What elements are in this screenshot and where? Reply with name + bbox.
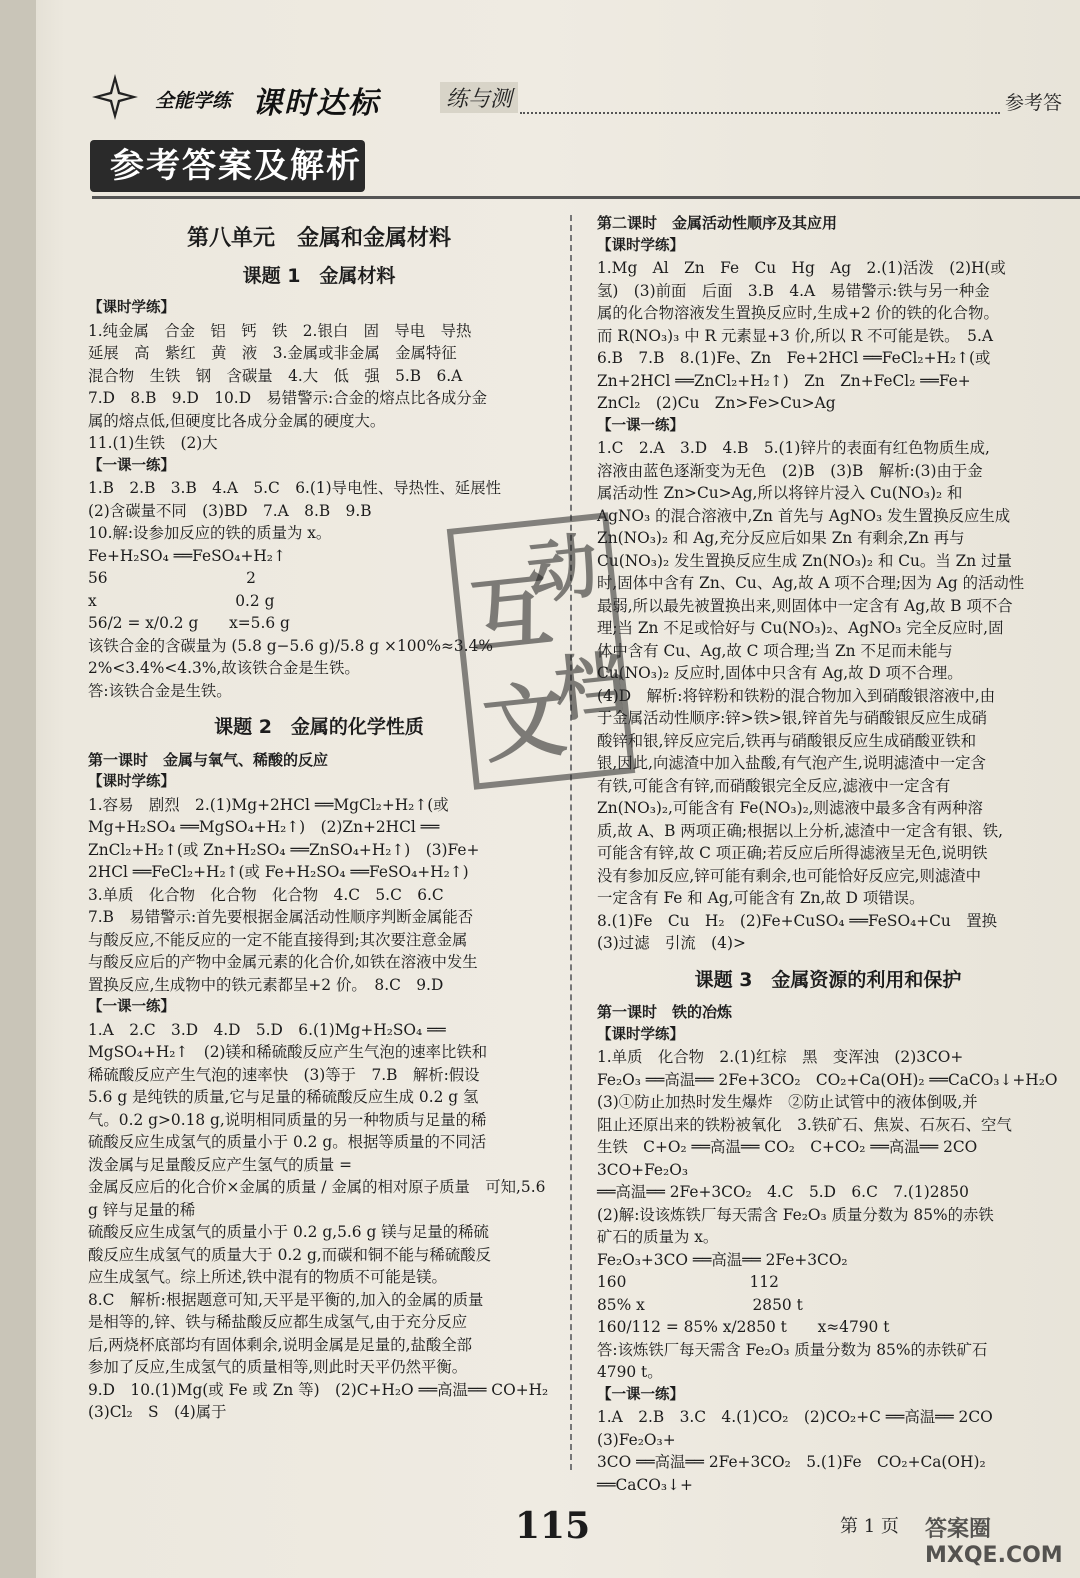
answer-line: 置换反应,生成物中的铁元素都呈+2 价。 8.C 9.D <box>88 975 444 994</box>
answer-line: 9.D 10.(1)Mg(或 Fe 或 Zn 等) (2)C+H₂O ══高温══ CO+H₂ <box>88 1380 549 1399</box>
header <box>80 70 1080 130</box>
section-label: 【课时学练】 <box>88 774 175 790</box>
answer-line: 与酸反应,不能反应的一定不能直接得到;其次要注意金属 <box>88 930 468 949</box>
stamp-char: 互 <box>465 562 557 666</box>
header-ref: 参考答 <box>1005 92 1063 114</box>
header-rule <box>92 196 1080 199</box>
answer-line: 后,两烧杯底部均有固体剩余,说明金属是足量的,盐酸全部 <box>88 1335 473 1354</box>
answer-line: 是相等的,锌、铁与稀盐酸反应都生成氢气,由于充分反应 <box>88 1313 468 1331</box>
answer-line: 答:该铁合金是生铁。 <box>88 681 232 700</box>
answer-line: Fe+H₂SO₄ ══FeSO₄+H₂↑ <box>88 546 286 565</box>
answer-line: 体中含有 Cu、Ag,故 C 项合理;当 Zn 不足而未能与 <box>597 641 953 660</box>
answer-line: 属的熔点低,但硬度比各成分金属的硬度大。 <box>88 411 386 430</box>
answer-line: (3)Cl₂ S (4)属于 <box>88 1403 227 1421</box>
section-label: 【课时学练】 <box>597 237 684 254</box>
unit-title: 第八单元 金属和金属材料 <box>186 226 451 251</box>
answer-line: 5.6 g 是纯铁的质量,它与足量的稀硫酸反应生成 0.2 g 氢 <box>88 1088 479 1106</box>
answer-line: 金属反应后的化合价×金属的质量 / 金属的相对原子质量 可知,5.6 g 锌与足量的稀 <box>88 1178 551 1219</box>
lesson3-exercise <box>597 1406 1059 1496</box>
answer-line: 参加了反应,生成氢气的质量相等,则此时天平仍然平衡。 <box>88 1358 468 1376</box>
dotted-rule <box>520 112 1000 114</box>
answer-line: 属活动性 Zn>Cu>Ag,所以将锌片浸入 Cu(NO₃)₂ 和 <box>597 484 963 502</box>
site-watermark <box>895 1512 1075 1572</box>
lesson1-practice <box>88 320 550 455</box>
answer-line: 有铁,可能含有锌,而硝酸银完全反应,滤液中一定含有 <box>597 776 951 795</box>
answer-line: 质,故 A、B 两项正确;根据以上分析,滤渣中一定含有银、铁, <box>597 821 1004 840</box>
answer-line: 矿石的质量为 x。 <box>597 1228 719 1246</box>
sub2-exercise <box>597 437 1059 955</box>
answer-line: 8.(1)Fe Cu H₂ (2)Fe+CuSO₄ ══FeSO₄+Cu 置换 <box>597 911 997 930</box>
answer-line: Cu(NO₃)₂ 发生置换反应生成 Zn(NO₃)₂ 和 Cu。当 Zn 过量 <box>597 551 1012 570</box>
section-label: 【课时学练】 <box>597 1026 684 1043</box>
lesson1-title: 课题 1 金属材料 <box>242 264 396 287</box>
answer-line: 3.单质 化合物 化合物 化合物 4.C 5.C 6.C <box>88 885 444 904</box>
stamp-char: 动 <box>523 524 602 614</box>
answer-line: Zn(NO₃)₂ 和 Ag,充分反应后如果 Zn 有剩余,Zn 再与 <box>597 529 965 547</box>
answer-line: 答:该炼铁厂每天需含 Fe₂O₃ 质量分数为 85%的赤铁矿石 <box>597 1340 988 1359</box>
answer-line: (3)①防止加热时发生爆炸 ②防止试管中的液体倒吸,并 <box>597 1093 978 1111</box>
answer-line: 硫酸反应生成氢气的质量小于 0.2 g,5.6 g 镁与足量的稀硫 <box>88 1223 489 1241</box>
answer-line: 与酸反应后的产物中金属元素的化合价,如铁在溶液中发生 <box>88 953 478 971</box>
answer-line: 1.容易 剧烈 2.(1)Mg+2HCl ══MgCl₂+H₂↑(或 <box>88 795 449 814</box>
section-label: 【一课一练】 <box>597 1386 684 1403</box>
stamp-char: 档 <box>550 642 630 732</box>
answer-line: 1.B 2.B 3.B 4.A 5.C 6.(1)导电性、导热性、延展性 <box>88 479 501 497</box>
answer-line: 氢) (3)前面 后面 3.B 4.A 易错警示:铁与另一种金 <box>597 281 990 300</box>
answer-line: ZnCl₂ (2)Cu Zn>Fe>Cu>Ag <box>597 394 836 412</box>
brand-tag: 练与测 <box>440 82 518 113</box>
answer-line: 而 R(NO₃)₃ 中 R 元素显+3 价,所以 R 不可能是铁。 5.A <box>597 326 993 345</box>
page-edge <box>0 0 36 1578</box>
answer-line: Mg+H₂SO₄ ══MgSO₄+H₂↑) (2)Zn+2HCl ══ <box>88 818 440 836</box>
answer-line: Zn+2HCl ══ZnCl₂+H₂↑) Zn Zn+FeCl₂ ══Fe+ <box>597 371 971 390</box>
answer-line: 属的化合物溶液发生置换反应时,生成+2 价的铁的化合物。 <box>597 304 999 322</box>
answer-line: Fe₂O₃ ══高温══ 2Fe+3CO₂ CO₂+Ca(OH)₂ ══CaCO₃↓+H₂O <box>597 1070 1058 1089</box>
answer-line: 2%<3.4%<4.3%,故该铁合金是生铁。 <box>88 659 360 677</box>
answer-line: 56 2 <box>88 569 256 587</box>
answer-line: 4790 t。 <box>597 1363 663 1381</box>
answer-line: 6.B 7.B 8.(1)Fe、Zn Fe+2HCl ══FeCl₂+H₂↑(或 <box>597 349 991 367</box>
answer-line: 85% x 2850 t <box>597 1295 803 1314</box>
answer-line: 银,因此,向滤渣中加入盐酸,有气泡产生,说明滤渣中一定含 <box>597 754 986 772</box>
watermark-stamp <box>447 512 635 789</box>
answer-line: Fe₂O₃+3CO ══高温══ 2Fe+3CO₂ <box>597 1250 848 1269</box>
answer-line: 1.A 2.B 3.C 4.(1)CO₂ (2)CO₂+C ══高温══ 2CO (3)Fe₂O₃+ <box>597 1408 1009 1449</box>
answer-line: 应生成氢气。综上所述,铁中混有的物质不可能是镁。 <box>88 1268 447 1286</box>
answer-line: 11.(1)生铁 (2)大 <box>88 434 218 452</box>
answer-line: (4)D 解析:将锌粉和铁粉的混合物加入到硝酸银溶液中,由 <box>597 686 996 705</box>
footer-page-label: 第 1 页 <box>840 1516 899 1537</box>
answer-line: 一定含有 Fe 和 Ag,可能含有 Zn,故 D 项错误。 <box>597 889 925 907</box>
answer-line: 1.单质 化合物 2.(1)红棕 黑 变浑浊 (2)3CO+ <box>597 1048 964 1066</box>
answer-line: MgSO₄+H₂↑ (2)镁和稀硫酸反应产生气泡的速率比铁和 <box>88 1043 488 1061</box>
answer-line: 于金属活动性顺序:锌>铁>银,锌首先与硝酸银反应生成硝 <box>597 709 987 727</box>
right-column <box>597 212 1059 1496</box>
answer-line: 没有参加反应,锌可能有剩余,也可能恰好反应完,则滤渣中 <box>597 866 982 885</box>
section-label: 【一课一练】 <box>88 457 175 474</box>
answer-line: 1.A 2.C 3.D 4.D 5.D 6.(1)Mg+H₂SO₄ ══ <box>88 1020 446 1039</box>
answer-line: 硫酸反应生成氢气的质量小于 0.2 g。根据等质量的不同活 <box>88 1133 487 1151</box>
brand-main: 课时达标 <box>252 86 380 121</box>
sub2-practice <box>597 257 1059 415</box>
answer-line: 酸反应生成氢气的质量大于 0.2 g,而碳和铜不能与稀硫酸反 <box>88 1245 491 1264</box>
lesson3-title: 课题 3 金属资源的利用和保护 <box>694 968 962 991</box>
answer-line: (3)过滤 引流 (4)> <box>597 934 746 952</box>
answer-line: (2)解:设该炼铁厂每天需含 Fe₂O₃ 质量分数为 85%的赤铁 <box>597 1205 994 1224</box>
answer-line: AgNO₃ 的混合溶液中,Zn 首先与 AgNO₃ 发生置换反应生成 <box>597 506 1011 525</box>
section-label: 【课时学练】 <box>88 300 175 316</box>
answer-line: 该铁合金的含碳量为 (5.8 g−5.6 g)/5.8 g ×100%≈3.4% <box>88 636 493 655</box>
answer-line: x 0.2 g <box>88 591 275 610</box>
answer-line: 溶液由蓝色逐渐变为无色 (2)B (3)B 解析:(3)由于金 <box>597 461 983 480</box>
answer-line: 酸锌和银,锌反应完后,铁再与硝酸银反应生成硝酸亚铁和 <box>597 731 977 750</box>
answer-line: 延展 高 紫红 黄 液 3.金属或非金属 金属特征 <box>88 344 457 362</box>
answer-line: (2)含碳量不同 (3)BD 7.A 8.B 9.B <box>88 501 372 520</box>
answer-line: 泼金属与足量酸反应产生氢气的质量 = <box>88 1155 353 1174</box>
section-label: 【一课一练】 <box>88 999 175 1015</box>
answer-line: 1.C 2.A 3.D 4.B 5.(1)锌片的表面有红色物质生成, <box>597 439 990 457</box>
section-label: 【一课一练】 <box>597 417 684 434</box>
answer-line: 7.D 8.B 9.D 10.D 易错警示:合金的熔点比各成分金 <box>88 389 488 407</box>
answer-line: 56/2 = x/0.2 g x=5.6 g <box>88 614 290 632</box>
answer-line: 2HCl ══FeCl₂+H₂↑(或 Fe+H₂SO₄ ══FeSO₄+H₂↑) <box>88 863 469 881</box>
answer-line: ══高温══ 2Fe+3CO₂ 4.C 5.D 6.C 7.(1)2850 <box>597 1183 969 1201</box>
answer-line: 最弱,所以最先被置换出来,则固体中一定含有 Ag,故 B 项不合 <box>597 596 1013 615</box>
answer-line: Cu(NO₃)₂ 反应时,固体中只含有 Ag,故 D 项不合理。 <box>597 664 963 682</box>
answer-line: 可能含有锌,故 C 项正确;若反应后所得滤液呈无色,说明铁 <box>597 844 988 862</box>
answer-line: Zn(NO₃)₂,可能含有 Fe(NO₃)₂,则滤液中最多含有两种溶 <box>597 799 983 817</box>
lesson2-practice <box>88 794 550 997</box>
lesson2-exercise <box>88 1019 550 1424</box>
banner-title: 参考答案及解析 <box>110 146 362 186</box>
stamp-char: 文 <box>478 672 571 776</box>
section-banner <box>90 140 365 192</box>
answer-line: 10.解:设参加反应的铁的质量为 x。 <box>88 524 332 542</box>
answer-line: 理;当 Zn 不足或恰好与 Cu(NO₃)₂、AgNO₃ 完全反应时,固 <box>597 619 1004 637</box>
left-column <box>88 222 550 1424</box>
column-divider <box>570 215 572 1470</box>
lesson2-sub1: 第一课时 金属与氧气、稀酸的反应 <box>88 750 329 769</box>
answer-line: 气。0.2 g>0.18 g,说明相同质量的另一种物质与足量的稀 <box>88 1110 487 1129</box>
answer-line: 3CO ══高温══ 2Fe+3CO₂ 5.(1)Fe CO₂+Ca(OH)₂ ══CaCO₃↓+ <box>597 1453 991 1494</box>
lesson2-sub2: 第二课时 金属活动性顺序及其应用 <box>597 214 838 232</box>
answer-line: 时,固体中含有 Zn、Cu、Ag,故 A 项不合理;因为 Ag 的活动性 <box>597 574 1025 592</box>
answer-line: 稀硫酸反应产生气泡的速率快 (3)等于 7.B 解析:假设 <box>88 1065 480 1084</box>
answer-line: ZnCl₂+H₂↑(或 Zn+H₂SO₄ ══ZnSO₄+H₂↑) (3)Fe+ <box>88 840 480 859</box>
star-logo-icon <box>90 72 140 122</box>
answer-line: 阻止还原出来的铁粉被氧化 3.铁矿石、焦炭、石灰石、空气 <box>597 1115 1012 1134</box>
answer-line: 160/112 = 85% x/2850 t x≈4790 t <box>597 1318 890 1336</box>
lesson3-sub1: 第一课时 铁的冶炼 <box>597 1003 733 1021</box>
page-number: 115 <box>515 1505 591 1547</box>
answer-line: 7.B 易错警示:首先要根据金属活动性顺序判断金属能否 <box>88 908 474 926</box>
answer-line: 生铁 C+O₂ ══高温══ CO₂ C+CO₂ ══高温══ 2CO 3CO+Fe₂O₃ <box>597 1138 993 1179</box>
answer-line: 8.C 解析:根据题意可知,天平是平衡的,加入的金属的质量 <box>88 1290 484 1309</box>
lesson3-practice <box>597 1046 1059 1384</box>
watermark-text: 答案圈 MXQE.COM <box>925 1517 1063 1568</box>
brand-small: 全能学练 <box>155 90 232 112</box>
answer-line: 160 112 <box>597 1273 779 1291</box>
lesson2-title: 课题 2 金属的化学性质 <box>214 716 424 738</box>
answer-line: 混合物 生铁 钢 含碳量 4.大 低 强 5.B 6.A <box>88 366 463 385</box>
answer-line: 1.纯金属 合金 铝 钙 铁 2.银白 固 导电 导热 <box>88 321 472 340</box>
answer-line: 1.Mg Al Zn Fe Cu Hg Ag 2.(1)活泼 (2)H(或 <box>597 259 1006 277</box>
